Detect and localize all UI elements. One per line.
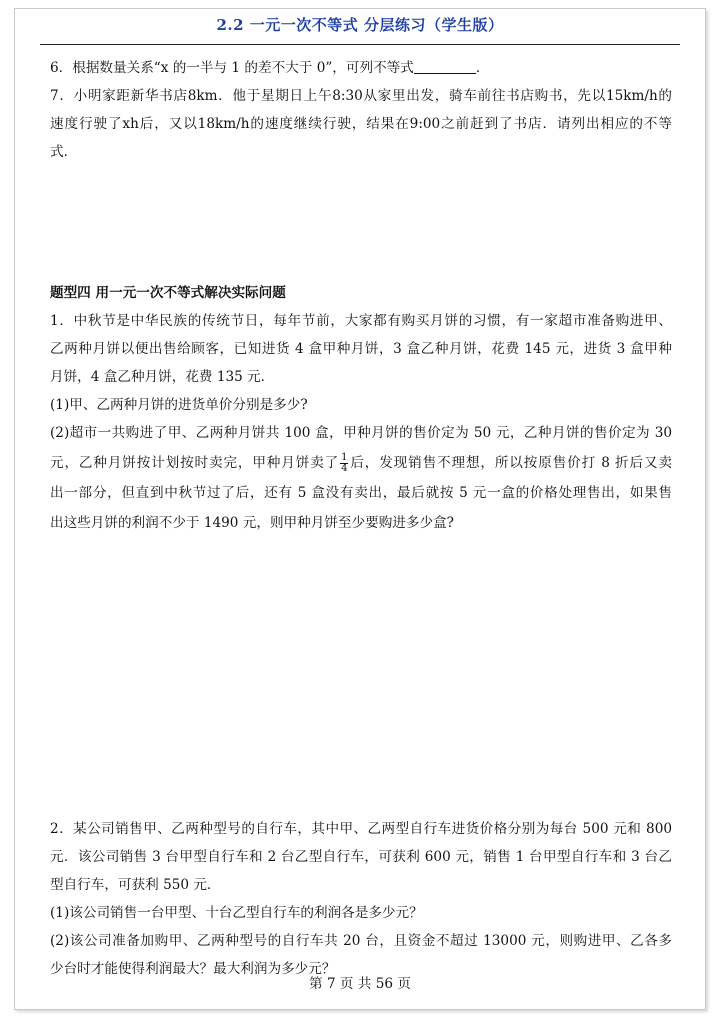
fraction	[340, 453, 348, 474]
question-6-text: 6．根据数量关系“x 的一半与 1 的差不大于 0”，可列不等式	[50, 60, 414, 76]
answer-blank	[414, 58, 476, 74]
problem-1-part-2-line-2	[50, 449, 672, 477]
problem-2-part-2-line-2: 少台时才能使得利润最大？最大利润为多少元？	[50, 961, 336, 977]
header-divider	[40, 44, 680, 45]
problem-2-part-2-line-1: (2)该公司准备加购甲、乙两种型号的自行车共 20 台，且资金不超过 13000 元，则购进甲、乙各多	[50, 933, 672, 949]
section-title: 题型四 用一元一次不等式解决实际问题	[50, 285, 286, 301]
fraction-denominator: 4	[341, 463, 348, 474]
problem-1-part-2-line-3: 出一部分，但直到中秋节过了后，还有 5 盒没有卖出，最后就按 5 元一盒的价格处理售出，如果售	[50, 485, 672, 501]
problem-2-line-3: 型自行车，可获利 550 元．	[50, 877, 221, 893]
problem-1-line-3: 月饼，4 盒乙种月饼，花费 135 元．	[50, 369, 275, 385]
problem-1-line-2: 乙两种月饼以便出售给顾客，已知进货 4 盒甲种月饼，3 盒乙种月饼，花费 145 元，进货 3 盒甲种	[50, 341, 672, 357]
question-6	[50, 54, 489, 82]
problem-1-part-2-line-2-end: 后，发现销售不理想，所以按原售价打 8 折后又卖	[349, 455, 672, 471]
problem-1-part-2-line-1: (2)超市一共购进了甲、乙两种月饼共 100 盒，甲种月饼的售价定为 50 元，乙种月饼的售价定为 30	[50, 425, 672, 441]
question-7-line-1: 7．小明家距新华书店8km．他于星期日上午8:30从家里出发，骑车前往书店购书，先以15km/h的	[50, 88, 672, 104]
question-6-end: ．	[475, 60, 490, 76]
problem-2-line-1: 2．某公司销售甲、乙两种型号的自行车，其中甲、乙两型自行车进货价格分别为每台 500 元和 800	[50, 821, 672, 837]
problem-1-part-1: (1)甲、乙两种月饼的进货单价分别是多少?	[50, 397, 308, 413]
problem-1-part-2-line-4: 出这些月饼的利润不少于 1490 元，则甲种月饼至少要购进多少盒?	[50, 515, 454, 531]
question-7-line-2: 速度行驶了xh后，又以18km/h的速度继续行驶，结果在9:00之前赶到了书店．请列出相应的不等	[50, 116, 672, 132]
page-header-title: 2.2 一元一次不等式 分层练习（学生版）	[216, 16, 504, 34]
fraction-numerator: 1	[341, 452, 348, 463]
problem-1-line-1: 1．中秋节是中华民族的传统节日，每年节前，大家都有购买月饼的习惯，有一家超市准备购进甲、	[50, 313, 672, 329]
problem-2-part-1: (1)该公司销售一台甲型、十台乙型自行车的利润各是多少元？	[50, 905, 423, 921]
page-number: 第 7 页 共 56 页	[309, 976, 411, 992]
problem-1-part-2-line-2-start: 元，乙种月饼按计划按时卖完，甲种月饼卖了	[50, 455, 340, 471]
problem-2-line-2: 元．该公司销售 3 台甲型自行车和 2 台乙型自行车，可获利 600 元，销售 1 台甲型自行车和 3 台乙	[50, 849, 672, 865]
question-7-line-3: 式．	[50, 144, 78, 160]
